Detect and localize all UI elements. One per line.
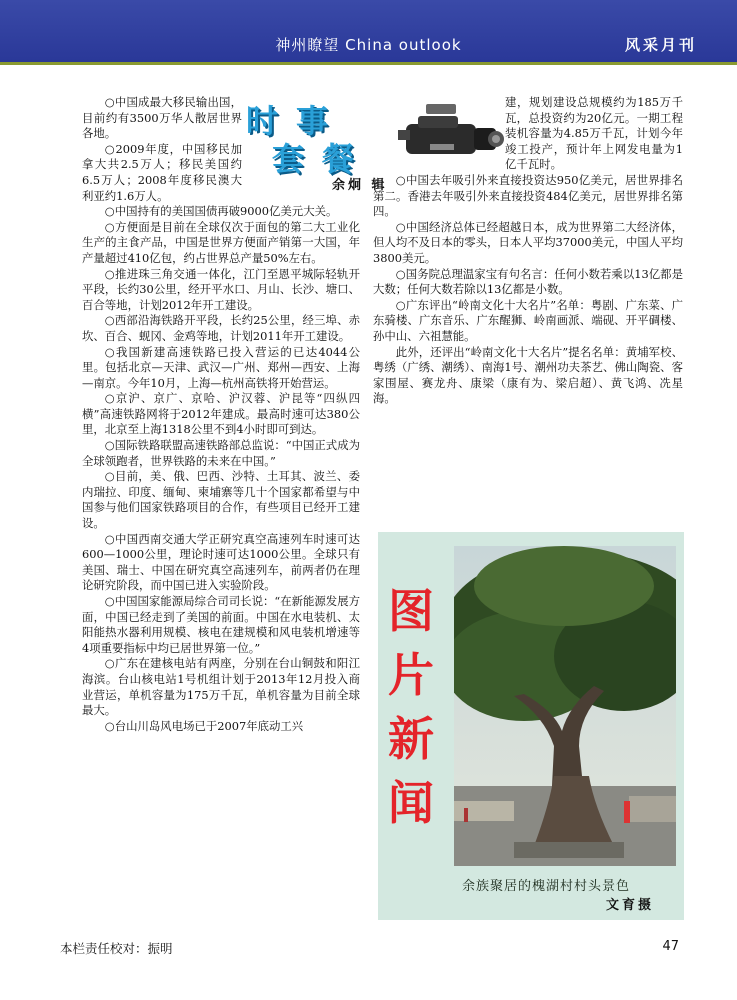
article-paragraph: 建，规划建设总规模约为185万千瓦，总投资约为20亿元。一期工程装机容量为4.85万千瓦，计划今年竣工投产，预计年上网发电量为1亿千瓦时。 [505,95,683,172]
article-paragraph: ○广东在建核电站有两座，分别在台山铜鼓和阳江海滨。台山核电站1号机组计划于2013年12月投入商业营运，单机容量为175万千瓦，单机容量为目前全球最大。 [82,656,360,718]
article-paragraph: ○推进珠三角交通一体化，江门至恩平城际轻轨开平段，长约30公里，经开平水口、月山、长沙、塘口、百合等地，计划2012年开工建设。 [82,266,360,312]
article-paragraph: ○中国国家能源局综合司司长说：“在新能源发展方面，中国已经走到了美国的前面。中国在水电装机、太阳能热水器利用规模、核电在建规模和风电装机增速等4项重要指标中均已居世界第一位。” [82,594,360,655]
article-paragraph: ○广东评出“岭南文化十大名片”名单：粤剧、广东菜、广东骑楼、广东音乐、广东醒狮、岭南画派、端砚、开平碉楼、孙中山、六祖慧能。 [373,297,683,343]
article-paragraph: 此外，还评出“岭南文化十大名片”提名名单：黄埔军校、粤绣（广绣、潮绣）、南海1号、潮州功夫茶艺、佛山陶瓷、客家围屋、赛龙舟、康梁（康有为、梁启超）、黄飞鸿、冼星海。 [373,344,683,406]
picture-news-title-char: 闻 [388,776,434,830]
header-rule [0,62,737,65]
article-paragraph: ○我国新建高速铁路已投入营运的已达4044公里。包括北京—天津、武汉—广州、郑州—西安、上海—南京。今年10月，上海—杭州高铁将开始营运。 [82,344,360,390]
article-paragraph: ○京沪、京广、京哈、沪汉蓉、沪昆等“四纵四横”高速铁路网将于2012年建成。最高时速可达380公里，北京至上海1318公里不到4小时即可到达。 [82,391,360,437]
picture-news-box [378,532,684,920]
article-paragraph: ○西部沿海铁路开平段，长约25公里，经三埠、赤坎、百合、蚬冈、金鸡等地，计划2011年开工建设。 [82,313,360,343]
picture-news-title-char: 图 [388,584,434,638]
village-tree-photo [454,546,676,866]
picture-news-title-char: 新 [388,712,434,766]
article-paragraph: ○目前，美、俄、巴西、沙特、土耳其、波兰、委内瑞拉、印度、缅甸、柬埔寨等几十个国家都希望与中国参与他们国家铁路项目的合作，有些项目已经开工建设。 [82,469,360,531]
right-text-column [373,95,683,407]
article-paragraph: ○中国西南交通大学正研究真空高速列车时速可达600—1000公里，理论时速可达1000公里。全球只有美国、瑞士、中国在研究真空高速列车，前两者仍在理论研究阶段，而中国已进入实验阶段。 [82,531,360,593]
picture-news-title-char: 片 [388,648,434,702]
page-number: 47 [662,939,679,954]
article-paragraph: ○中国持有的美国国债再破9000亿美元大关。 [104,204,338,219]
footer-editor: 本栏责任校对：振明 [60,941,173,956]
page-header [0,0,737,70]
article-paragraph: ○国际铁路联盟高速铁路部总监说：“中国正式成为全球领跑者，世界铁路的未来在中国。” [82,438,360,468]
article-paragraph: ○中国经济总体已经超越日本，成为世界第二大经济体，但人均不及日本的零头，日本人平均37000美元，中国人平均3800美元。 [373,219,683,265]
photo-caption: 余族聚居的槐湖村村头景色 [462,879,631,894]
masthead-title-line2: 套餐 [272,140,373,178]
masthead-author: 余炯 辑 [332,178,388,193]
article-paragraph: ○方便面是目前在全球仅次于面包的第二大工业化生产的主食产品，中国是世界方便面产销第一大国，年产量超过410亿包，约占世界总产量50%左右。 [82,219,360,265]
banyan-tree-image [454,546,676,866]
article-paragraph: ○2009年度，中国移民加拿大共2.5万人；移民美国约6.5万人；2008年度移民澳大利亚约1.6万人。 [82,141,242,203]
photo-credit: 文育摄 [606,898,655,913]
magazine-name: 风采月刊 [624,36,697,54]
article-paragraph: ○中国去年吸引外来直接投资达950亿美元，居世界排名第二。香港去年吸引外来直接投资484亿美元，居世界排名第四。 [373,172,683,219]
article-paragraph: ○台山川岛风电场已于2007年底动工兴 [104,718,304,733]
masthead-title-line1: 时事 [246,102,347,140]
article-paragraph: ○国务院总理温家宝有句名言：任何小数若乘以13亿都是大数；任何大数若除以13亿都是小数。 [373,266,683,297]
picture-news-title [388,584,434,840]
magazine-section-title: 神州瞭望 China outlook [275,36,462,54]
article-paragraph: ○中国成最大移民输出国，目前约有3500万华人散居世界各地。 [82,95,242,141]
